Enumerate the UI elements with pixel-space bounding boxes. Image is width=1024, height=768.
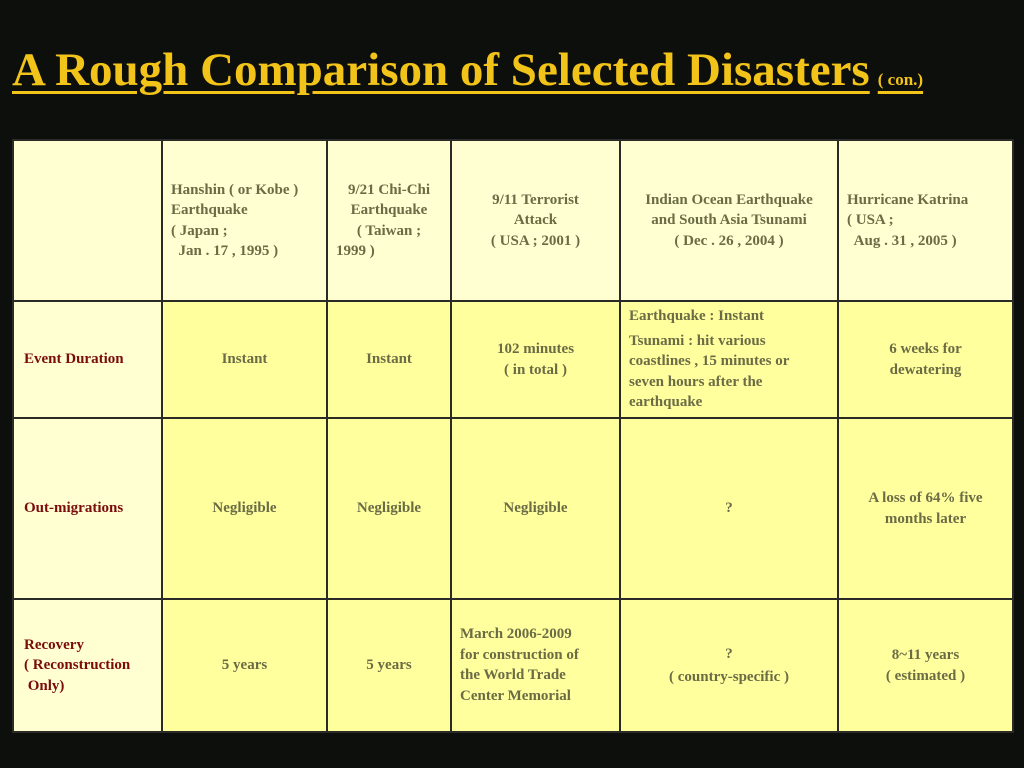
table-cell [838, 301, 1013, 418]
column-header-tsunami [620, 140, 838, 301]
table-cell [620, 599, 838, 732]
table-cell [162, 301, 327, 418]
table-cell [838, 599, 1013, 732]
cell-line: dewatering [889, 361, 962, 378]
column-header-line: and South Asia Tsunami [651, 212, 807, 229]
table-cell [838, 418, 1013, 599]
comparison-table [12, 139, 1014, 733]
column-header-line: Earthquake [171, 202, 248, 218]
column-header-line: 9/11 Terrorist [492, 191, 579, 208]
corner-cell [13, 140, 162, 301]
cell-line: seven hours after the [629, 373, 763, 390]
cell-line: Tsunami : hit various [629, 332, 766, 349]
column-header-line: ( Dec . 26 , 2004 ) [674, 232, 784, 249]
column-header-9-11 [451, 140, 620, 301]
column-header-line: Hanshin ( or Kobe ) [171, 181, 299, 198]
row-header-out-migrations [13, 418, 162, 599]
cell-line: Instant [221, 351, 268, 368]
cell-line: ( country-specific ) [669, 669, 789, 685]
cell-line: coastlines , 15 minutes or [629, 353, 790, 370]
column-header-line: Aug . 31 , 2005 ) [847, 232, 957, 249]
table-cell [451, 599, 620, 732]
table-cell [327, 418, 451, 599]
cell-line: Negligible [503, 500, 568, 517]
cell-line: March 2006-2009 [460, 626, 572, 642]
column-header-line: Hurricane Katrina [847, 191, 969, 208]
cell-line: Earthquake : Instant [629, 308, 765, 325]
cell-line: 8~11 years [891, 647, 960, 663]
column-header-line: ( Taiwan ; [356, 222, 422, 239]
table-cell [451, 418, 620, 599]
column-header-line: ( USA ; 2001 ) [490, 232, 581, 249]
table-row [13, 301, 1013, 418]
column-header-kobe [162, 140, 327, 301]
table-cell [162, 418, 327, 599]
table-cell [327, 599, 451, 732]
table-cell [162, 599, 327, 732]
cell-line: 5 years [366, 657, 412, 674]
table-cell [620, 418, 838, 599]
column-header-katrina [838, 140, 1013, 301]
cell-line: earthquake [629, 394, 703, 411]
cell-line: Instant [366, 351, 412, 368]
row-header-line: Only) [24, 677, 65, 694]
cell-line: 6 weeks for [889, 341, 962, 357]
cell-line: Negligible [212, 500, 277, 517]
cell-line: ? [725, 500, 733, 517]
cell-line: ? [725, 645, 733, 662]
table-cell [451, 301, 620, 418]
column-header-line: ( USA ; [847, 212, 894, 229]
cell-line: ( in total ) [504, 361, 567, 378]
slide-title [12, 40, 923, 110]
cell-line: for construction of [460, 646, 579, 663]
column-header-line: Earthquake [350, 202, 428, 218]
cell-line: 5 years [221, 657, 268, 674]
cell-line: 102 minutes [496, 341, 575, 357]
header-row [13, 140, 1013, 301]
table-cell [620, 301, 838, 418]
cell-line: A loss of 64% five [868, 490, 983, 506]
column-header-chi-chi [327, 140, 451, 301]
column-header-line: Attack [513, 212, 558, 229]
slide-title-main: A Rough Comparison of Selected Disasters [12, 44, 870, 96]
cell-line: Negligible [356, 500, 422, 517]
cell-line: ( estimated ) [885, 667, 966, 684]
row-header-recovery [13, 599, 162, 732]
row-header-line: Recovery [24, 636, 84, 653]
slide-title-suffix: ( con.) [877, 70, 924, 89]
row-header-line: Event Duration [24, 351, 124, 368]
cell-line: months later [884, 510, 967, 527]
row-header-line: ( Reconstruction [24, 657, 131, 674]
column-header-line: Jan . 17 , 1995 ) [171, 243, 279, 259]
cell-line: the World Trade [460, 667, 566, 683]
cell-line: Center Memorial [460, 687, 571, 704]
row-header-event-duration [13, 301, 162, 418]
table-cell [327, 301, 451, 418]
column-header-line: ( Japan ; [171, 222, 228, 239]
table-row [13, 599, 1013, 732]
table-row [13, 418, 1013, 599]
column-header-line: 9/21 Chi-Chi [347, 181, 431, 198]
column-header-line: Indian Ocean Earthquake [645, 191, 813, 208]
row-header-line: Out-migrations [24, 500, 124, 517]
column-header-line: 1999 ) [336, 243, 375, 259]
